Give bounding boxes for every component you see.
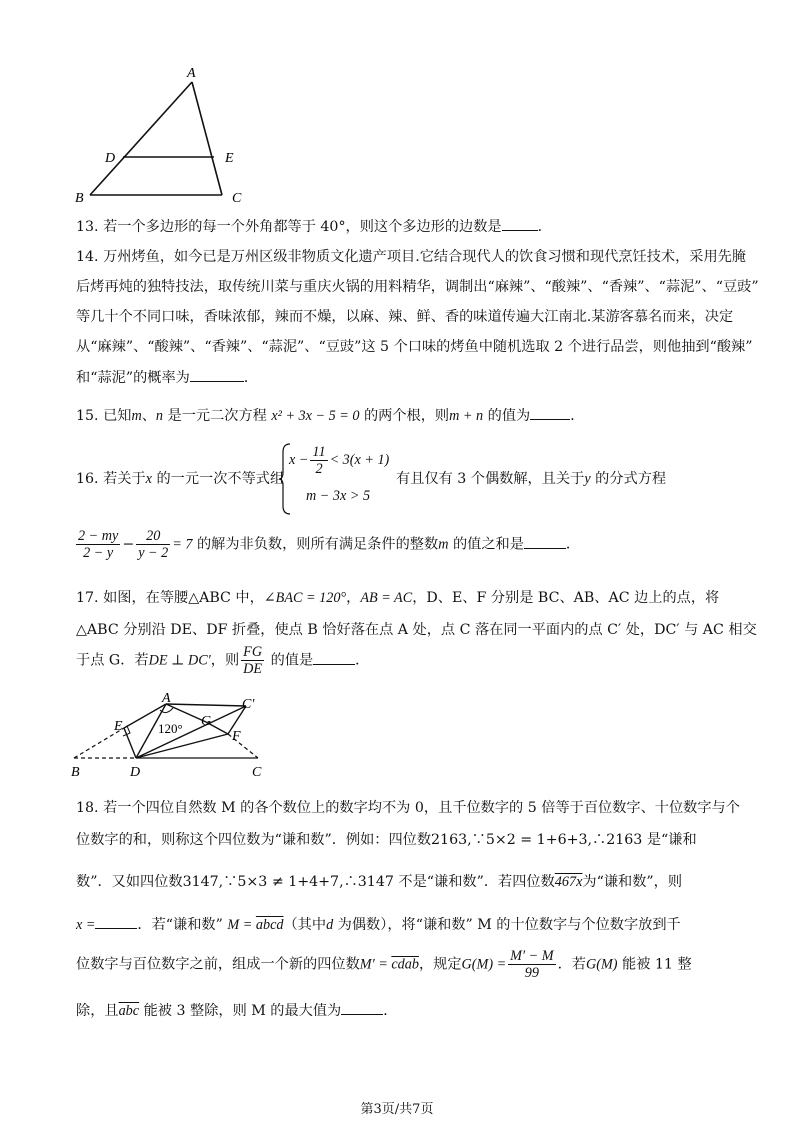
q17-tail: ． — [355, 652, 370, 669]
q15-expr: m + n — [449, 408, 484, 424]
q18-line1: 18. 若一个四位自然数 M 的各个数位上的数字均不为 0，且千位数字的 5 倍等于百位数字、十位数字与个 — [76, 800, 740, 816]
q16-ineq1-pre: x − — [289, 451, 309, 468]
q18-line3-post: 为“谦和数”，则 — [582, 874, 683, 890]
label-c: C — [252, 765, 262, 780]
q16-line2 — [74, 528, 580, 561]
q18-line4-c: 为偶数），将“谦和数” M 的十位数字与个位数字放到千 — [333, 917, 681, 933]
q14-blank — [190, 367, 244, 382]
q15-blank — [530, 405, 570, 420]
q18-line2-pre: 位数字的和，则称这个四位数为“谦和数”．例如：四位数 — [76, 832, 432, 848]
q16-frac1-den: 2 − y — [83, 545, 114, 561]
q17-line1-post: ，D、E、F 分别是 BC、AB、AC 边上的点，将 — [412, 590, 720, 606]
segment-acp — [166, 704, 246, 706]
q18-G: G(M) = — [461, 956, 507, 973]
q17-angle: ∠BAC = 120° — [263, 590, 347, 606]
q16-minus: − — [122, 536, 135, 553]
q18-line3 — [76, 872, 726, 892]
q18-line3-pre: 数”．又如四位数 — [76, 874, 183, 890]
label-f: F — [232, 729, 241, 744]
q18-line5-post: 能被 11 整 — [617, 956, 692, 973]
q16-x: x — [145, 471, 152, 487]
q16-y: y — [584, 471, 591, 487]
q17-frac — [241, 644, 264, 677]
q18-abc: $\overline{abc}$ — [118, 1003, 140, 1019]
q17-frac-den: DE — [243, 661, 263, 677]
segment-df — [136, 734, 228, 758]
segment-ag — [166, 704, 206, 722]
label-c: C — [232, 191, 242, 206]
q15-equation: x² + 3x − 5 = 0 — [271, 408, 360, 424]
q15-sep: 、 — [141, 408, 156, 424]
q16-line1-left — [76, 468, 284, 488]
figure-folding — [68, 692, 278, 782]
q18-blank-m — [341, 1000, 383, 1015]
q16-mid2: 有且仅有 3 个偶数解，且关于 — [396, 471, 585, 487]
q18-line5-mid2: ．若 — [557, 956, 586, 973]
q17-line1 — [76, 588, 726, 608]
q16-ineq1 — [289, 444, 389, 477]
q15-after: 的两个根，则 — [359, 408, 450, 424]
q15-n: n — [155, 408, 163, 424]
q17-line3 — [76, 644, 369, 677]
q18-frac-den: 99 — [524, 965, 539, 981]
q14-line5 — [76, 367, 726, 388]
label-angle: 120° — [158, 721, 183, 736]
q13-blank — [502, 216, 538, 231]
q17-line1-pre: 17. 如图，在等腰△ABC 中， — [76, 590, 264, 606]
q18-line4 — [76, 914, 726, 935]
q17-line2: △ABC 分别沿 DE、DF 折叠，使点 B 恰好落在点 A 处，点 C 落在同一平面内的点 C′ 处，DC′ 与 AC 相交 — [76, 622, 757, 638]
q18-line4-b: （其中 — [283, 917, 327, 933]
question-13 — [76, 216, 726, 237]
q17-line3-pre: 于点 G．若 — [76, 652, 149, 669]
q15-end: 的值为 — [483, 408, 531, 424]
q18-tail: ． — [383, 1003, 398, 1019]
q16-frac1 — [76, 528, 120, 561]
q15-m: m — [131, 408, 142, 424]
segment-ab — [90, 82, 192, 195]
q14-tail: ． — [243, 370, 259, 386]
q16-tail: ． — [565, 536, 581, 553]
q18-line3-mid: 不是“谦和数”．若四位数 — [393, 874, 555, 890]
q17-line3-end: 的值是 — [266, 652, 314, 669]
q16-ineq1-post: < 3(x + 1) — [329, 451, 390, 468]
q17-perp: DE ⊥ DC′ — [148, 652, 211, 669]
q18-d: d — [326, 917, 334, 933]
q18-line4-a: ．若“谦和数” — [137, 917, 223, 933]
q16-frac1-num: 2 − my — [78, 528, 119, 544]
q18-abcd: abcd — [255, 917, 284, 933]
q13-text: 13. 若一个多边形的每一个外角都等于 40°，则这个多边形的边数是 — [76, 219, 502, 235]
q18-line6 — [76, 1000, 726, 1021]
q15-mid: 是一元二次方程 — [163, 408, 267, 424]
q18-line5 — [76, 948, 692, 981]
figure-triangle-abc — [70, 60, 260, 210]
q18-cdab: cdab — [391, 956, 419, 973]
q17-blank — [313, 650, 355, 665]
q18-frac — [508, 948, 555, 981]
q16-line1-right — [396, 468, 666, 488]
q17-line3-mid: ，则 — [210, 652, 240, 669]
label-d: D — [130, 765, 141, 780]
label-d: D — [105, 151, 116, 166]
q16-frac2-den: y − 2 — [138, 545, 169, 561]
q18-Mp: M′ = — [359, 956, 392, 973]
label-a: A — [162, 692, 171, 706]
label-b: B — [75, 191, 84, 206]
q15-tail: ． — [570, 408, 585, 424]
q16-ineq1-den: 2 — [315, 461, 323, 477]
label-cp: C′ — [242, 697, 255, 712]
label-b: B — [71, 765, 80, 780]
q18-blank-x — [95, 914, 137, 929]
q18-line2 — [76, 830, 726, 850]
q18-M: M = — [227, 917, 256, 933]
q18-G2: G(M) — [585, 956, 618, 973]
q16-blank — [524, 534, 566, 549]
label-e: E — [225, 151, 234, 166]
q16-frac2-num: 20 — [136, 528, 170, 545]
q16-line2-text: 的解为非负数，则所有满足条件的整数 — [192, 536, 439, 553]
question-15 — [76, 405, 726, 426]
q17-frac-num: FG — [243, 644, 263, 660]
q16-ineq2: m − 3x > 5 — [306, 488, 371, 504]
q14-line5-text: 和“蒜泥”的概率为 — [76, 370, 190, 386]
q18-line6-pre: 除，且 — [76, 1003, 119, 1019]
q14-line3: 等几十个不同口味，香味浓郁，辣而不燥，以麻、辣、鲜、香的味道传遍大江南北.某游客慕名而来，决定 — [76, 309, 734, 325]
q18-frac-num: M′ − M — [510, 948, 554, 964]
q17-comma: ， — [346, 590, 361, 606]
q16-ineq1-frac — [310, 444, 327, 477]
q16-line2-end: 的值之和是 — [448, 536, 524, 553]
q16-prefix: 16. 若关于 — [76, 471, 146, 487]
q13-tail: ． — [537, 219, 552, 235]
q17-eq: AB = AC — [360, 590, 413, 606]
q18-x: x = — [76, 917, 96, 933]
q14-line4: 从“麻辣”、“酸辣”、“香辣”、“蒜泥”、“豆豉”这 5 个口味的烤鱼中随机选取 2 个进行品尝，则他抽到“酸辣” — [76, 339, 753, 355]
q18-line5-mid: ，规定 — [418, 956, 462, 973]
q18-line6-post: 能被 3 整除，则 M 的最大值为 — [139, 1003, 342, 1019]
segment-ac — [192, 82, 222, 195]
q14-line2: 后烤再炖的独特技法，取传统川菜与重庆火锅的用料精华，调制出“麻辣”、“酸辣”、“香辣”、“蒜泥”、“豆豉” — [76, 279, 759, 295]
label-a: A — [187, 66, 196, 81]
page-footer: 第3页/共7页 — [360, 1102, 434, 1117]
q16-eq: = 7 — [172, 536, 193, 553]
q18-line2-post: 是“谦和 — [642, 832, 697, 848]
q16-frac2 — [136, 528, 170, 561]
q16-ineq1-num: 11 — [312, 444, 326, 460]
q18-467x: 467x — [554, 874, 583, 890]
q18-line3-math: 3147,∵5×3 ≠ 1+4+7,∴3147 — [182, 874, 394, 890]
q18-line5-pre: 位数字与百位数字之前，组成一个新的四位数 — [76, 956, 360, 973]
q18-line2-math: 2163,∵5×2 = 1+6+3,∴2163 — [431, 832, 643, 848]
label-g: G — [201, 714, 212, 729]
q16-mid3: 的分式方程 — [590, 471, 667, 487]
q16-mid1: 的一元一次不等式组 — [151, 471, 285, 487]
q15-prefix: 15. 已知 — [76, 408, 132, 424]
q16-m: m — [438, 536, 449, 553]
label-e: E — [114, 719, 123, 734]
q14-line1: 14. 万州烤鱼，如今已是万州区级非物质文化遗产项目.它结合现代人的饮食习惯和现代烹饪技术，采用先腌 — [76, 249, 747, 265]
